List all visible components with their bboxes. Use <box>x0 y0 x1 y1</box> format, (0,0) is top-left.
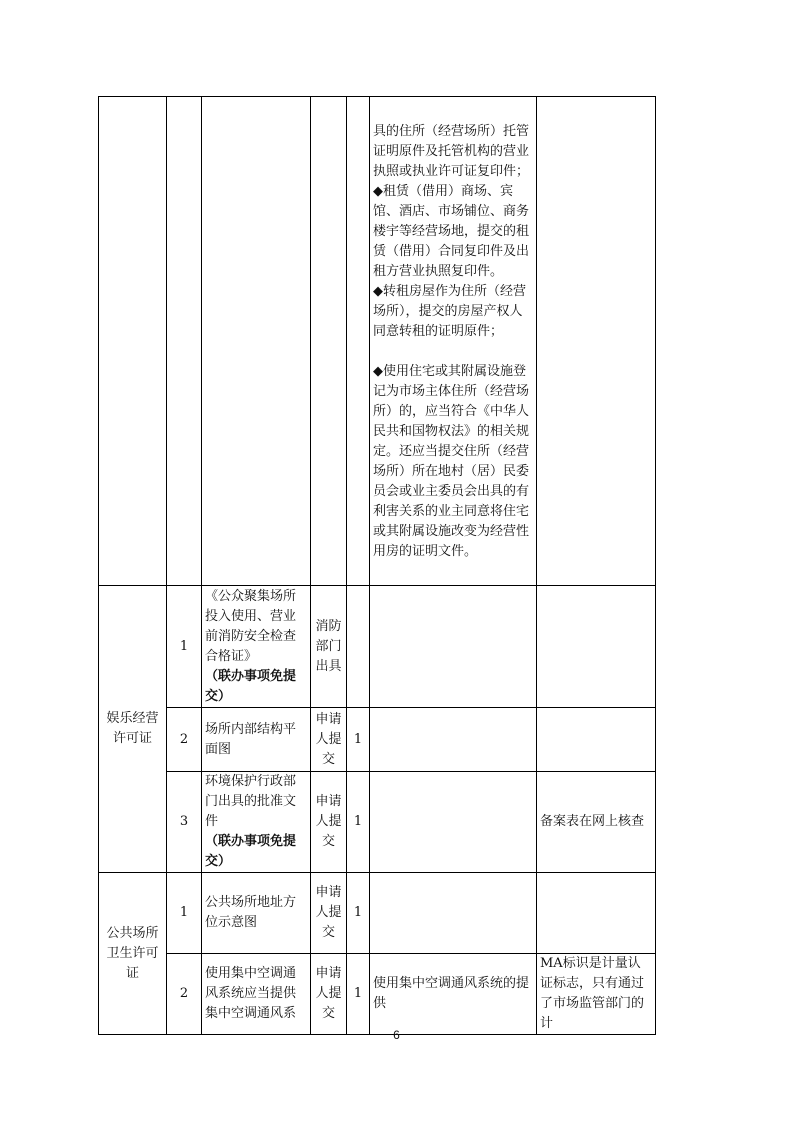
requirement-paragraph: ◆转租房屋作为住所（经营场所），提交的房屋产权人同意转租的证明原件； <box>373 283 526 339</box>
remark-cell: 备案表在网上核查 <box>537 772 656 873</box>
material-text: 《公众聚集场所投入使用、营业前消防安全检查合格证》 <box>205 588 297 664</box>
source-cell: 申请人提交 <box>311 708 347 772</box>
copies-cell: 1 <box>347 708 370 772</box>
table-row <box>99 954 656 1035</box>
table-row <box>99 708 656 772</box>
requirement-cell <box>370 586 537 708</box>
remark-cell-empty <box>537 97 656 586</box>
requirement-cell <box>370 708 537 772</box>
source-cell: 申请人提交 <box>311 873 347 954</box>
row-number: 1 <box>167 586 202 708</box>
blank-line <box>373 342 533 362</box>
requirement-paragraph: ◆使用住宅或其附属设施登记为市场主体住所（经营场所）的，应当符合《中华人民共和国物权法》的相关规定。还应当提交住所（经营场所）所在地村（居）民委员会或业主委员会出具的有利害关系的业主同意将住宅或其附属设施改变为经营性用房的证明文件。 <box>373 363 530 559</box>
material-text: 使用集中空调通风系统应当提供集中空调通风系 <box>205 966 297 1021</box>
copies-cell: 1 <box>347 954 370 1035</box>
page-number: 6 <box>393 1028 400 1042</box>
requirement-cell <box>370 97 537 586</box>
material-text: 场所内部结构平面图 <box>205 721 297 757</box>
source-cell: 申请人提交 <box>311 954 347 1035</box>
material-cell <box>202 954 311 1035</box>
requirement-paragraph: ◆租赁（借用）商场、宾馆、酒店、市场铺位、商务楼宇等经营场地，提交的租赁（借用）合同复印件及出租方营业执照复印件。 <box>373 183 530 279</box>
copies-cell-empty <box>347 97 370 586</box>
remark-cell <box>537 708 656 772</box>
requirement-cell <box>370 772 537 873</box>
number-cell-empty <box>167 97 202 586</box>
source-cell: 消防部门出具 <box>311 586 347 708</box>
remark-cell <box>537 586 656 708</box>
row-number: 2 <box>167 954 202 1035</box>
materials-table <box>98 96 656 1035</box>
category-cell: 公共场所卫生许可证 <box>99 873 167 1035</box>
category-cell: 娱乐经营许可证 <box>99 586 167 873</box>
requirement-paragraph: 具的住所（经营场所）托管证明原件及托管机构的营业执照或执业许可证复印件； <box>373 123 530 179</box>
material-cell <box>202 708 311 772</box>
requirement-cell <box>370 873 537 954</box>
remark-cell <box>537 873 656 954</box>
material-text: 环境保护行政部门出具的批准文件 <box>205 774 297 829</box>
row-number: 1 <box>167 873 202 954</box>
requirement-cell: 使用集中空调通风系统的提供 <box>370 954 537 1035</box>
material-note: （联办事项免提交） <box>205 834 297 869</box>
material-cell <box>202 586 311 708</box>
material-cell <box>202 772 311 873</box>
copies-cell: 1 <box>347 873 370 954</box>
material-cell-empty <box>202 97 311 586</box>
copies-cell <box>347 586 370 708</box>
source-cell: 申请人提交 <box>311 772 347 873</box>
table-row <box>99 873 656 954</box>
material-note: （联办事项免提交） <box>205 668 297 704</box>
row-number: 3 <box>167 772 202 873</box>
continuation-row <box>99 97 656 586</box>
remark-cell: MA标识是计量认证标志，只有通过了市场监管部门的计 <box>537 954 656 1035</box>
table-row <box>99 772 656 873</box>
source-cell-empty <box>311 97 347 586</box>
copies-cell: 1 <box>347 772 370 873</box>
material-cell <box>202 873 311 954</box>
material-text: 公共场所地址方位示意图 <box>205 895 297 930</box>
table-row <box>99 586 656 708</box>
category-cell-empty <box>99 97 167 586</box>
row-number: 2 <box>167 708 202 772</box>
